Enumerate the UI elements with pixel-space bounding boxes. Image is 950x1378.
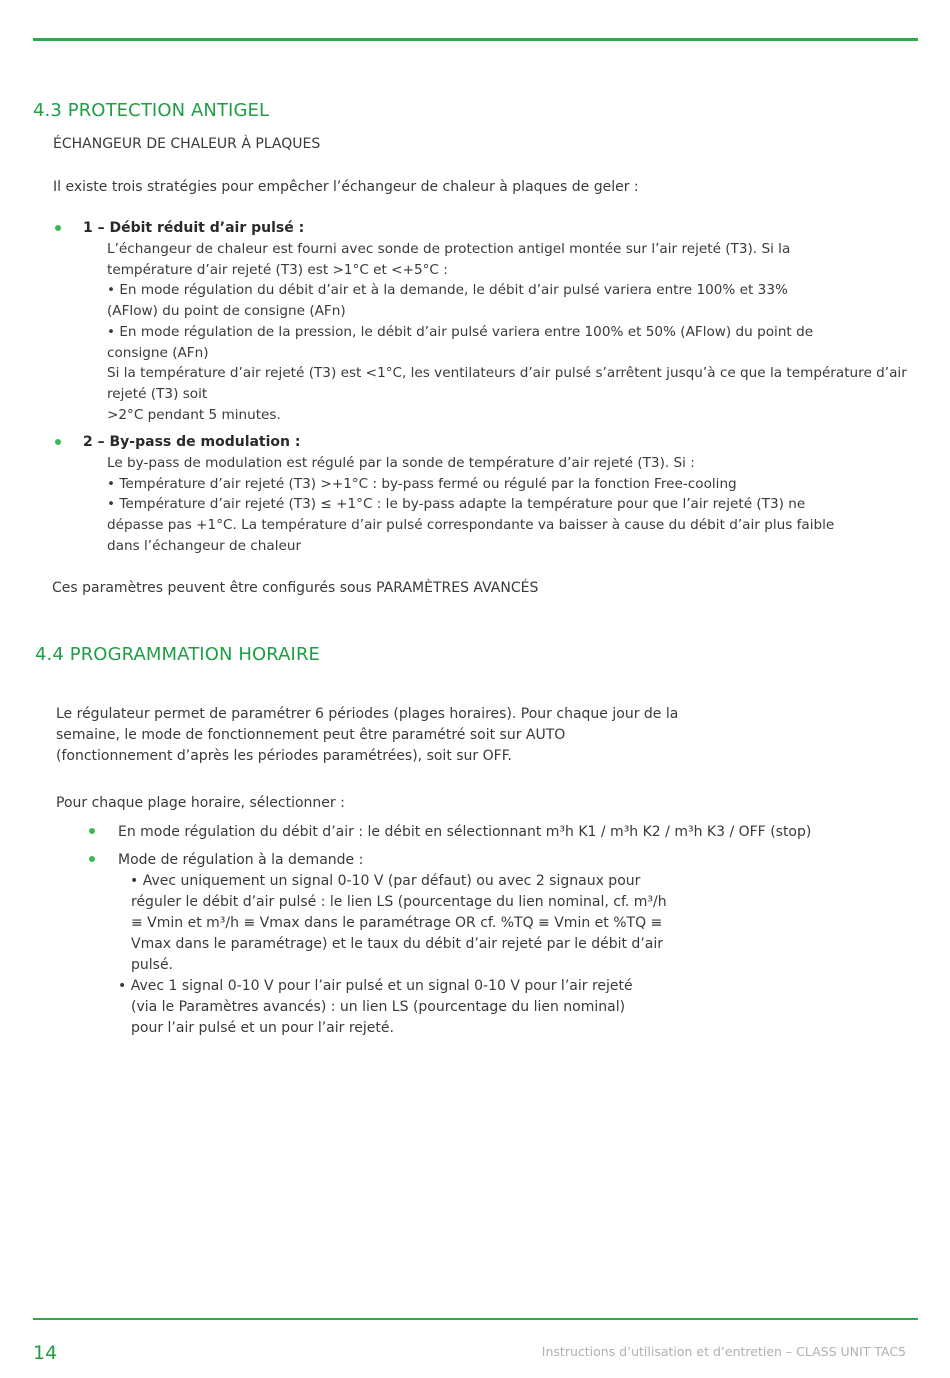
text-line: >2°C pendant 5 minutes. (107, 406, 281, 423)
page-number: 14 (33, 1342, 58, 1364)
text-line: • Température d’air rejeté (T3) >+1°C : by-pass fermé ou régulé par la fonction Free-cooling (107, 475, 737, 492)
text-line: réguler le débit d’air pulsé : le lien LS (pourcentage du lien nominal, cf. m³/h (131, 894, 667, 910)
text-line: pulsé. (131, 957, 174, 973)
text-line: L’échangeur de chaleur est fourni avec sonde de protection antigel montée sur l’air rejeté (T3). Si la (107, 241, 791, 257)
text-line: température d’air rejeté (T3) est >1°C et <+5°C : (107, 261, 448, 278)
schedule-item1: En mode régulation du débit d’air : le débit en sélectionnant m³h K1 / m³h K2 / m³h K3 / OFF (stop) (118, 824, 812, 840)
text-line: (AFlow) du point de consigne (AFn) (107, 303, 346, 320)
text-line: rejeté (T3) soit (107, 385, 208, 402)
bullet-icon (89, 828, 95, 834)
bullet-icon (89, 856, 95, 862)
text-line: Vmax dans le paramétrage) et le taux du débit d’air rejeté par le débit d’air (131, 936, 663, 952)
item2-title: 2 – By-pass de modulation : (83, 434, 301, 450)
item1-body (107, 239, 907, 425)
text-line: Le régulateur permet de paramétrer 6 périodes (plages horaires). Pour chaque jour de la (56, 706, 679, 722)
subheading-echangeur: ÉCHANGEUR DE CHALEUR À PLAQUES (53, 136, 321, 152)
scheduler-paragraph (56, 704, 678, 767)
text-line: ≡ Vmin et m³/h ≡ Vmax dans le paramétrage OR cf. %TQ ≡ Vmin et %TQ ≡ (131, 915, 663, 931)
schedule-item2-title: Mode de régulation à la demande : (118, 852, 364, 868)
text-line: pour l’air pulsé et un pour l’air rejeté. (131, 1020, 394, 1036)
item1-title: 1 – Débit réduit d’air pulsé : (83, 220, 305, 236)
text-line: (fonctionnement d’après les périodes paramétrées), soit sur OFF. (56, 748, 512, 764)
text-line: • Avec 1 signal 0-10 V pour l’air pulsé et un signal 0-10 V pour l’air rejeté (118, 978, 633, 994)
intro-paragraph: Il existe trois stratégies pour empêcher l’échangeur de chaleur à plaques de geler : (53, 179, 639, 195)
bottom-rule (33, 1318, 918, 1320)
text-line: • Avec uniquement un signal 0-10 V (par défaut) ou avec 2 signaux pour (130, 873, 641, 889)
item2-body (107, 453, 834, 557)
text-line: Le by-pass de modulation est régulé par la sonde de température d’air rejeté (T3). Si : (107, 455, 695, 471)
text-line: consigne (AFn) (107, 344, 209, 361)
text-line: dépasse pas +1°C. La température d’air pulsé correspondante va baisser à cause du débit d’air plus faible (107, 517, 835, 534)
text-line: Si la température d’air rejeté (T3) est <1°C, les ventilateurs d’air pulsé s’arrêtent jusqu’à ce que la température d’air (107, 365, 907, 382)
footer-title: Instructions d’utilisation et d’entretien – CLASS UNIT TAC5 (541, 1344, 906, 1359)
schedule-item2-body (118, 871, 667, 1039)
select-intro: Pour chaque plage horaire, sélectionner : (56, 795, 345, 811)
text-line: • En mode régulation de la pression, le débit d’air pulsé variera entre 100% et 50% (AFlow) du point de (107, 323, 814, 340)
top-rule (33, 38, 918, 41)
text-line: • En mode régulation du débit d’air et à la demande, le débit d’air pulsé variera entre 100% et 33% (107, 282, 788, 299)
text-line: dans l’échangeur de chaleur (107, 537, 302, 554)
text-line: semaine, le mode de fonctionnement peut être paramétré soit sur AUTO (56, 727, 566, 743)
text-line: • Température d’air rejeté (T3) ≤ +1°C : le by-pass adapte la température pour que l’air rejeté (T3) ne (107, 496, 806, 513)
section-heading-4-3: 4.3 PROTECTION ANTIGEL (33, 100, 270, 121)
section-heading-4-4: 4.4 PROGRAMMATION HORAIRE (35, 644, 321, 665)
bullet-icon (55, 439, 61, 445)
bullet-icon (55, 225, 61, 231)
outro-paragraph: Ces paramètres peuvent être configurés sous PARAMÈTRES AVANCÉS (52, 580, 539, 596)
text-line: (via le Paramètres avancés) : un lien LS (pourcentage du lien nominal) (131, 999, 626, 1015)
